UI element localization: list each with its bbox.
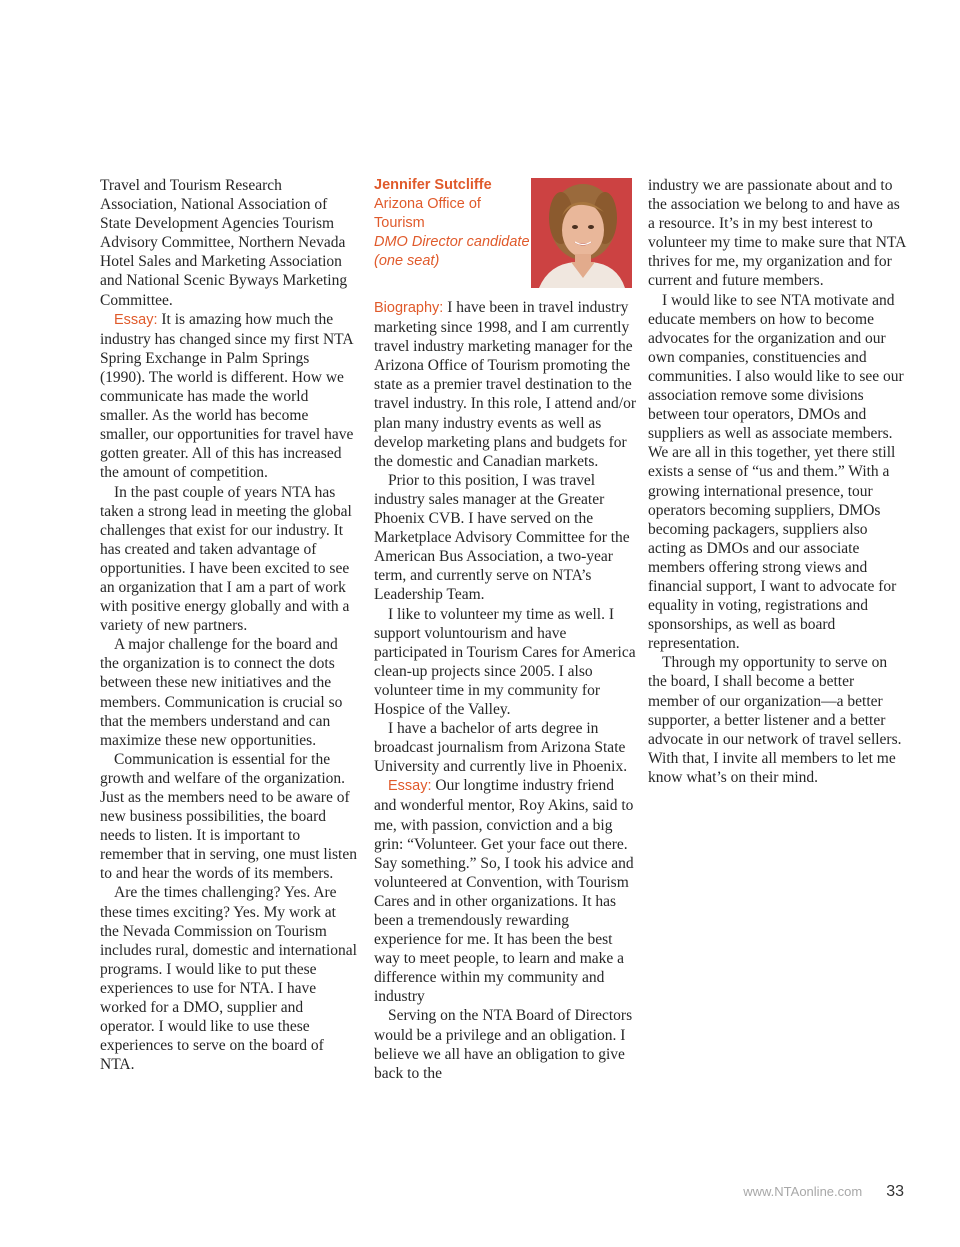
paragraph: Travel and Tourism Research Association, National Association of State Development Agencies Tourism Advisory Committee, Northern Nevada Hotel Sales and Marketing Association and National Scenic Byways Marketing Committee. — [100, 177, 348, 309]
text-column-2 — [374, 176, 636, 1083]
paragraph: Through my opportunity to serve on the board, I shall become a better member of our organization—a better supporter, a better listener and a better advocate in our network of travel sellers. With that, I invite all members to let me know what’s on their mind. — [648, 654, 902, 786]
paragraph: I have a bachelor of arts degree in broadcast journalism from Arizona State University and currently live in Phoenix. — [374, 720, 628, 776]
portrait-photo-icon — [531, 178, 632, 288]
paragraph: Essay: Our longtime industry friend and wonderful mentor, Roy Akins, said to me, with passion, conviction and a big grin: “Volunteer. Get your face out there. Say something.” So, I took his advice and volunteered at Convention, with Tourism Cares and in other organizations. It has been a tremendously rewarding experience for me. It has been the best way to meet people, to learn and make a difference within my community and industry — [374, 777, 634, 1006]
paragraph: In the past couple of years NTA has taken a strong lead in meeting the global challenges that exist for our industry. It has created and taken advantage of opportunities. I have been excited to see an organization that I am a part of work with positive energy globally and with a variety of new partners. — [100, 483, 352, 635]
text-column-1 — [100, 176, 358, 1074]
paragraph: Prior to this position, I was travel industry sales manager at the Greater Phoenix CVB. I have served on the Marketplace Advisory Committee for the American Bus Association, a two-year term, and currently serve on NTA’s Leadership Team. — [374, 471, 630, 604]
paragraph: I would like to see NTA motivate and educate members on how to become advocates for the organization and our own companies, constituencies and communities. I also would like to see our association remove some divisions between tour operators, DMOs and suppliers as well as associate members. We are all in this together, yet there still exists a sense of “us and them.” With a growing international presence, tour operators becoming suppliers, DMOs becoming packagers, suppliers also acting as DMOs and our associate members offering strong views and financial support, I want to advocate for equality in voting, registrations and sponsorships, as well as board representation. — [648, 291, 904, 653]
essay-label: Essay: — [114, 311, 158, 328]
paragraph: Serving on the NTA Board of Directors would be a privilege and an obligation. I believe we all have an obligation to give back to the — [374, 1007, 633, 1082]
page-number: 33 — [886, 1183, 904, 1200]
paragraph: Biography: I have been in travel industry marketing since 1998, and I am currently travel industry marketing manager for the Arizona Office of Tourism promoting the state as a premier travel destination to the travel industry. In this role, I attend and/or plan many industry events as well as develop marketing plans and budgets for the domestic and Canadian markets. — [374, 299, 636, 470]
page-footer — [743, 1183, 904, 1201]
essay-label: Essay: — [388, 778, 432, 795]
paragraph: industry we are passionate about and to the association we belong to and have as a resource. It’s in my best interest to volunteer my time to make sure that NTA thrives for me, my organization and for current and future members. — [648, 177, 906, 290]
candidate-header — [374, 176, 636, 298]
candidate-role: DMO Director candidate (one seat) — [374, 234, 530, 270]
text-column-3 — [648, 176, 908, 787]
biography-label: Biography: — [374, 300, 444, 316]
website-url: www.NTAonline.com — [743, 1184, 863, 1199]
paragraph: I like to volunteer my time as well. I support voluntourism and have participated in Tourism Cares for America clean-up projects since 2005. I also volunteer time in my community for Hospice of the Valley. — [374, 605, 636, 718]
candidate-photo — [531, 178, 632, 288]
paragraph: A major challenge for the board and the organization is to connect the dots between these new initiatives and the members. Communication is crucial so that the members understand and can maximize these new opportunities. — [100, 636, 343, 749]
candidate-name: Jennifer Sutcliffe — [374, 177, 492, 193]
candidate-organization: Arizona Office of Tourism — [374, 196, 481, 232]
paragraph: Are the times challenging? Yes. Are these times exciting? Yes. My work at the Nevada Commission on Tourism includes rural, domestic and international programs. I would like to put these experiences to use for NTA. I have worked for a DMO, supplier and operator. I would like to use these experiences to serve on the board of NTA. — [100, 884, 357, 1074]
paragraph: Communication is essential for the growth and welfare of the organization. Just as the members need to be aware of new business possibilities, the board needs to listen. It is important to remember that in serving, one must listen to and hear the words of its members. — [100, 750, 357, 883]
candidate-info — [374, 176, 534, 271]
paragraph: Essay: It is amazing how much the industry has changed since my first NTA Spring Exchange in Palm Springs (1990). The world is different. How we communicate has made the world smaller. As the world has become smaller, our opportunities for travel have gotten greater. All of this has increased the amount of competition. — [100, 310, 354, 482]
